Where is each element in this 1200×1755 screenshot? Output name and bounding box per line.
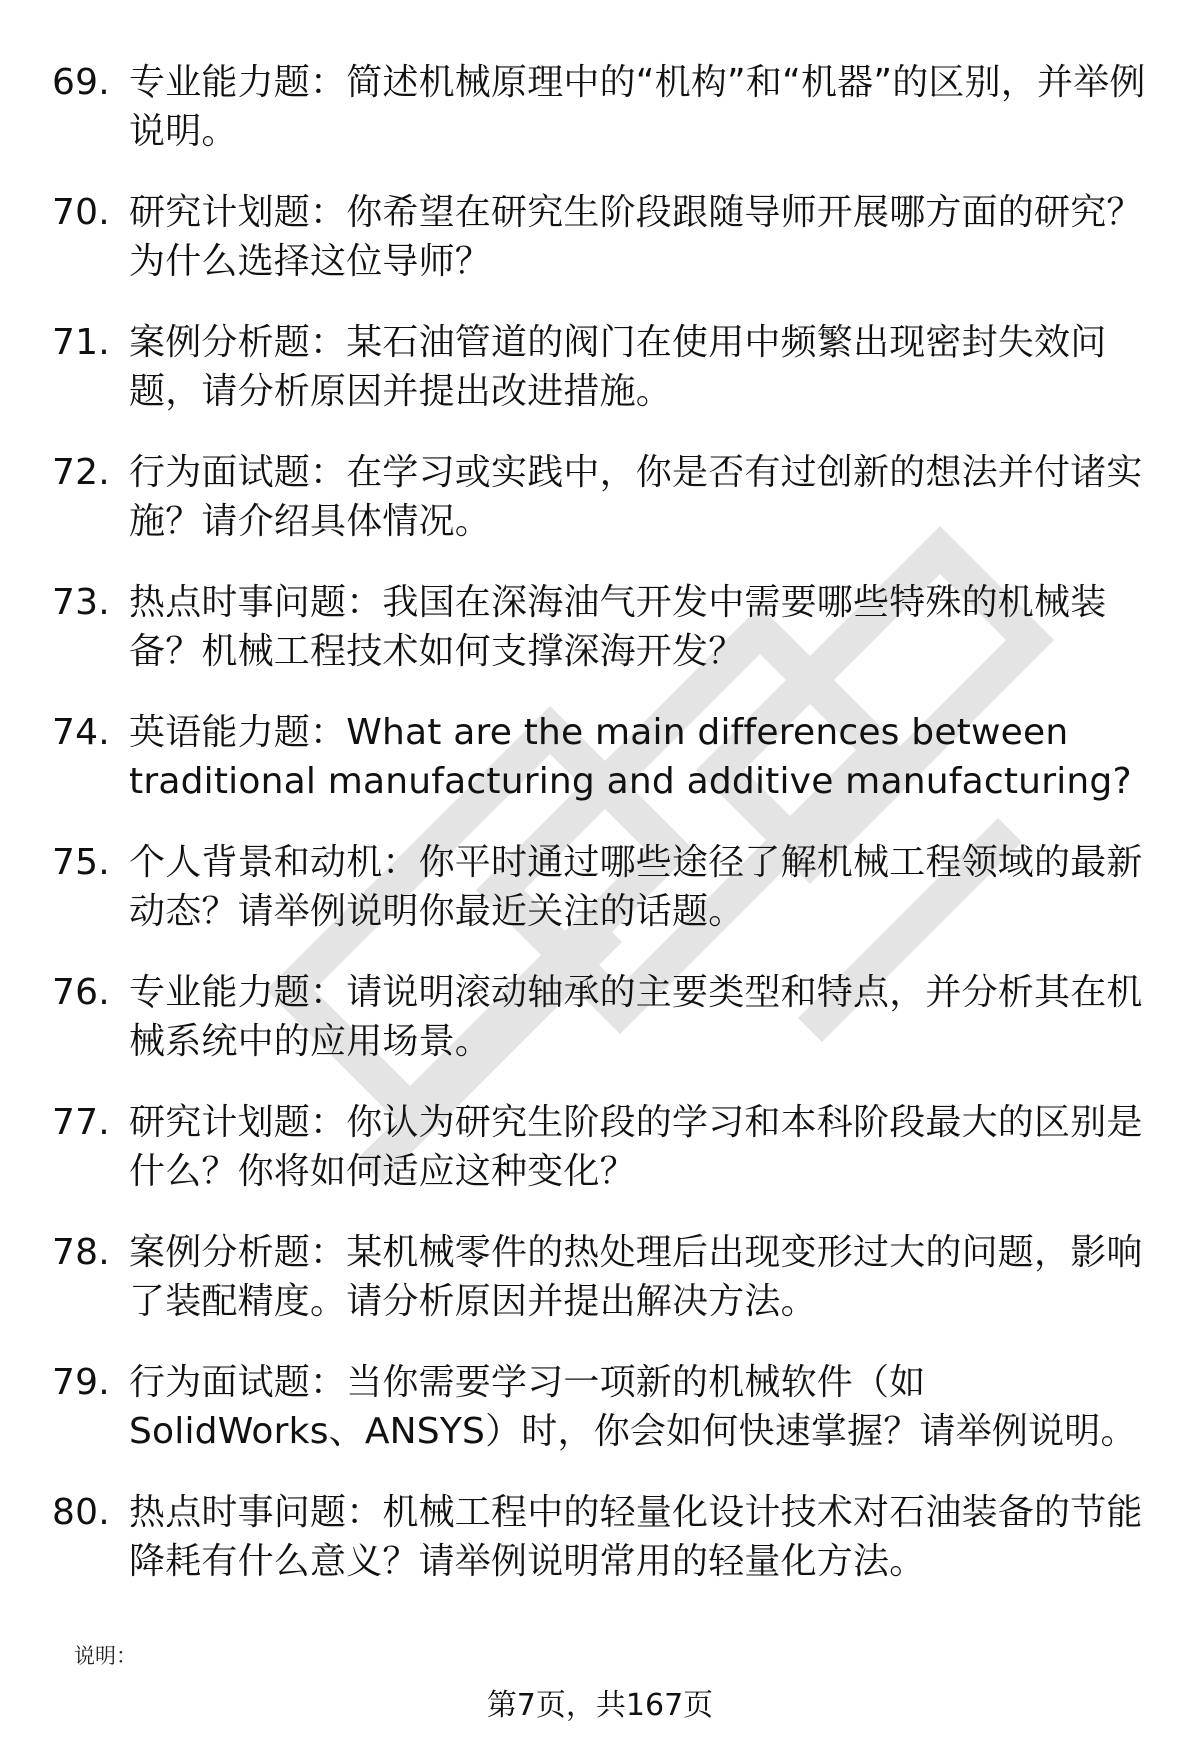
- question-item: [52, 58, 1152, 156]
- question-text: 案例分析题：某机械零件的热处理后出现变形过大的问题，影响了装配精度。请分析原因并提出解决方法。: [129, 1232, 1143, 1322]
- question-number: 70.: [52, 192, 110, 233]
- question-text: 研究计划题：你希望在研究生阶段跟随导师开展哪方面的研究？为什么选择这位导师？: [129, 192, 1143, 282]
- question-item: [52, 318, 1152, 416]
- note-label: 说明：: [74, 1644, 137, 1668]
- question-number: 78.: [52, 1232, 110, 1273]
- question-number: 75.: [52, 842, 110, 883]
- question-number: 73.: [52, 582, 110, 623]
- question-text: 案例分析题：某石油管道的阀门在使用中频繁出现密封失效问题，请分析原因并提出改进措施。: [129, 322, 1107, 412]
- question-text: 行为面试题：在学习或实践中，你是否有过创新的想法并付诸实施？请介绍具体情况。: [129, 452, 1143, 542]
- question-item: [52, 1488, 1152, 1586]
- question-number: 69.: [52, 62, 110, 103]
- question-number: 74.: [52, 712, 110, 753]
- question-text: 英语能力题：What are the main differences between traditional manufacturing and additive manufacturing?: [129, 712, 1132, 802]
- question-text: 热点时事问题：机械工程中的轻量化设计技术对石油装备的节能降耗有什么意义？请举例说明常用的轻量化方法。: [129, 1492, 1143, 1582]
- question-number: 77.: [52, 1102, 110, 1143]
- question-list: [52, 58, 1152, 1618]
- question-item: [52, 968, 1152, 1066]
- question-text: 行为面试题：当你需要学习一项新的机械软件（如SolidWorks、ANSYS）时，你会如何快速掌握？请举例说明。: [129, 1362, 1137, 1452]
- question-text: 个人背景和动机：你平时通过哪些途径了解机械工程领域的最新动态？请举例说明你最近关注的话题。: [129, 842, 1143, 932]
- question-item: [52, 578, 1152, 676]
- question-text: 专业能力题：请说明滚动轴承的主要类型和特点，并分析其在机械系统中的应用场景。: [129, 972, 1143, 1062]
- question-number: 80.: [52, 1492, 110, 1533]
- question-number: 79.: [52, 1362, 110, 1403]
- question-item: [52, 838, 1152, 936]
- page-footer: 第7页，共167页: [486, 1688, 714, 1723]
- question-text: 热点时事问题：我国在深海油气开发中需要哪些特殊的机械装备？机械工程技术如何支撑深海开发？: [129, 582, 1107, 672]
- question-item: [52, 1098, 1152, 1196]
- question-item: [52, 708, 1152, 806]
- question-item: [52, 188, 1152, 286]
- question-item: [52, 1358, 1152, 1456]
- question-text: 研究计划题：你认为研究生阶段的学习和本科阶段最大的区别是什么？你将如何适应这种变化？: [129, 1102, 1143, 1192]
- question-item: [52, 1228, 1152, 1326]
- question-item: [52, 448, 1152, 546]
- question-number: 76.: [52, 972, 110, 1013]
- question-number: 72.: [52, 452, 110, 493]
- question-number: 71.: [52, 322, 110, 363]
- question-text: 专业能力题：简述机械原理中的“机构”和“机器”的区别，并举例说明。: [129, 62, 1146, 152]
